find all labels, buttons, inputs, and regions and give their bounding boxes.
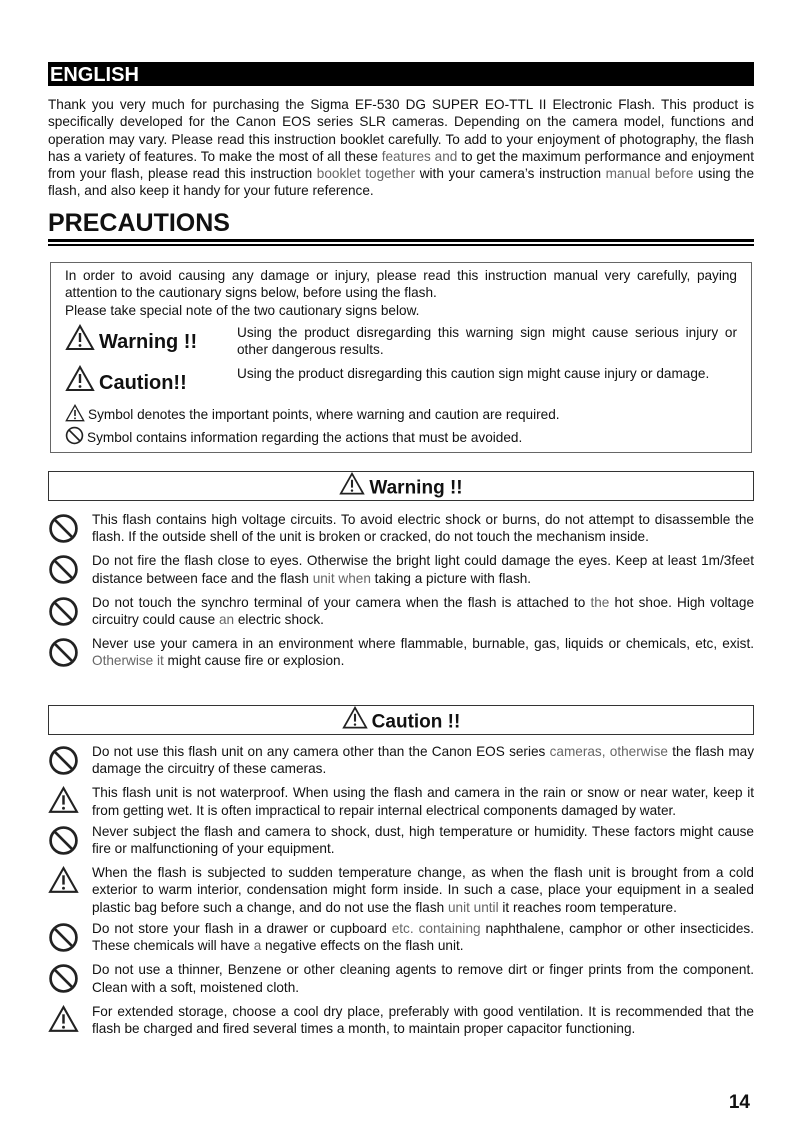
prohibition-icon	[65, 426, 84, 449]
prohibition-icon	[48, 635, 92, 672]
item-text	[92, 920, 754, 957]
caution-description: Using the product disregarding this caution sign might cause injury or damage.	[237, 365, 710, 381]
item-text	[92, 743, 754, 780]
warning-triangle-icon	[48, 784, 92, 819]
text-segment: the flash may damage the circuitry of these cameras.	[92, 744, 755, 777]
list-item	[48, 823, 754, 860]
precautions-note: Please take special note of the two cautionary signs below.	[65, 302, 420, 318]
text-segment: Do not use a thinner, Benzene or other cleaning agents to remove dirt or finger prints from the component. Clean with a soft, moistened cloth.	[92, 962, 754, 995]
text-segment: For extended storage, choose a cool dry place, preferably with good ventilation. It is recommended that the flash be charged and fired several times a month, to maintain proper capacitor functioning.	[92, 1003, 754, 1036]
text-segment: electric shock.	[234, 611, 324, 627]
caution-section-header	[48, 705, 754, 735]
list-item	[48, 864, 754, 916]
text-segment: with your camera’s instruction	[415, 166, 606, 182]
text-segment: Thank you very much for purchasing the Sigma EF-530 DG SUPER EO-TTL II Electronic Flash. This product is specifically developed for the Canon EOS series SLR cameras. Depending on the camera model, functions and operation may vary. Please read this instruction booklet carefully. To add to your enjoyment of photography, the flash has a variety of features. To make the most of all these	[48, 97, 754, 164]
warning-description: Using the product disregarding this warning sign might cause serious injury or other dangerous results.	[237, 324, 737, 358]
highlighted-text: booklet together	[316, 166, 416, 182]
title-rule	[48, 239, 754, 242]
text-segment: Never subject the flash and camera to shock, dust, high temperature or humidity. These factors might cause fire or malfunctioning of your equipment.	[92, 823, 754, 857]
prohibition-icon	[48, 743, 92, 780]
text-segment: naphthalene, camphor or other insecticides. These chemicals will have	[92, 921, 754, 954]
highlighted-text: an	[218, 611, 235, 627]
item-text	[92, 961, 754, 998]
warning-triangle-icon	[339, 472, 365, 505]
item-text	[92, 1003, 754, 1038]
text-segment: Do not store your flash in a drawer or cupboard	[92, 921, 392, 937]
text-segment: to get the maximum performance and enjoyment from your flash, please read this instruction	[48, 148, 754, 182]
warning-section-title: Warning !!	[369, 477, 463, 499]
text-segment: This flash contains high voltage circuits. To avoid electric shock or burns, do not attempt to disassemble the flash. If the outside shell of the unit is broken or cracked, do not touch the mechanism inside.	[92, 512, 754, 545]
highlighted-text: manual before	[605, 166, 694, 182]
item-text	[92, 784, 754, 819]
precautions-title: PRECAUTIONS	[48, 209, 230, 237]
caution-sign-row	[65, 365, 737, 401]
highlighted-text: cameras, otherwise	[549, 744, 668, 759]
highlighted-text: a	[253, 938, 262, 954]
list-item	[48, 784, 754, 819]
prohibition-icon	[48, 961, 92, 998]
warning-section-header	[48, 471, 754, 501]
item-text	[92, 823, 754, 860]
list-item	[48, 594, 754, 631]
prohibition-icon	[48, 920, 92, 957]
text-segment: Do not use this flash unit on any camera other than the Canon EOS series	[92, 744, 550, 759]
text-segment: hot shoe. High voltage circuitry could cause	[92, 594, 755, 627]
list-item	[48, 552, 754, 589]
warning-triangle-icon	[65, 404, 85, 426]
warning-label: Warning !!	[99, 330, 198, 353]
caution-label: Caution!!	[99, 371, 187, 394]
list-item	[48, 635, 754, 672]
intro-paragraph	[48, 96, 754, 200]
text-segment: When the flash is subjected to sudden temperature change, as when the flash unit is brought from a cold exterior to warm interior, condensation might form inside. In such a case, place your equipment in a sealed plastic bag before such a change, and do not use the flash	[92, 865, 754, 915]
highlighted-text: unit when	[312, 570, 371, 586]
item-text	[92, 635, 754, 672]
item-text	[92, 864, 754, 916]
text-segment: using the flash, and also keep it handy for your future reference.	[48, 166, 755, 199]
precautions-intro: In order to avoid causing any damage or injury, please read this instruction manual very carefully, paying attention to the cautionary signs below, before using the flash.	[65, 268, 737, 301]
warning-sign-row	[65, 324, 737, 360]
highlighted-text: features and	[381, 148, 458, 164]
list-item	[48, 511, 754, 548]
language-heading: ENGLISH	[48, 62, 754, 86]
text-segment: it reaches room temperature.	[498, 899, 677, 915]
highlighted-text: Otherwise it	[92, 653, 164, 669]
page-number: 14	[728, 1092, 750, 1113]
list-item	[48, 743, 754, 780]
text-segment: taking a picture with flash.	[370, 570, 532, 586]
list-item	[48, 961, 754, 998]
prohibition-icon	[48, 511, 92, 548]
warning-list	[48, 511, 754, 676]
highlighted-text: the	[590, 594, 610, 610]
text-segment: Do not fire the flash close to eyes. Otherwise the bright light could damage the eyes. Keep at least 1m/3feet distance between face and the flash	[92, 553, 754, 586]
item-text	[92, 511, 754, 548]
warning-triangle-icon	[65, 365, 95, 401]
prohibition-symbol-note: Symbol contains information regarding the actions that must be avoided.	[87, 430, 523, 446]
warning-triangle-icon	[48, 864, 92, 916]
item-text	[92, 594, 754, 631]
text-segment: Do not touch the synchro terminal of your camera when the flash is attached to	[92, 594, 591, 610]
warning-triangle-icon	[48, 1003, 92, 1038]
warning-triangle-icon	[65, 324, 95, 360]
highlighted-text: unit until	[447, 899, 499, 915]
highlighted-text: etc. containing	[391, 921, 481, 937]
prohibition-icon	[48, 594, 92, 631]
list-item	[48, 1003, 754, 1038]
item-text	[92, 552, 754, 589]
warning-triangle-icon	[342, 706, 368, 739]
caution-list	[48, 743, 754, 1041]
precautions-box	[50, 262, 752, 453]
text-segment: might cause fire or explosion.	[163, 653, 345, 669]
text-segment: This flash unit is not waterproof. When using the flash and camera in the rain or snow or near water, keep it from getting wet. It is often impractical to repair internal electrical components damaged by water.	[92, 785, 754, 818]
prohibition-icon	[48, 823, 92, 860]
title-rule-thin	[48, 244, 754, 246]
text-segment: Never use your camera in an environment where flammable, burnable, gas, liquids or chemicals, etc, exist.	[92, 635, 754, 651]
list-item	[48, 920, 754, 957]
caution-section-title: Caution !!	[371, 711, 461, 733]
text-segment: negative effects on the flash unit.	[261, 938, 464, 954]
prohibition-icon	[48, 552, 92, 589]
triangle-symbol-note: Symbol denotes the important points, where warning and caution are required.	[88, 407, 560, 423]
